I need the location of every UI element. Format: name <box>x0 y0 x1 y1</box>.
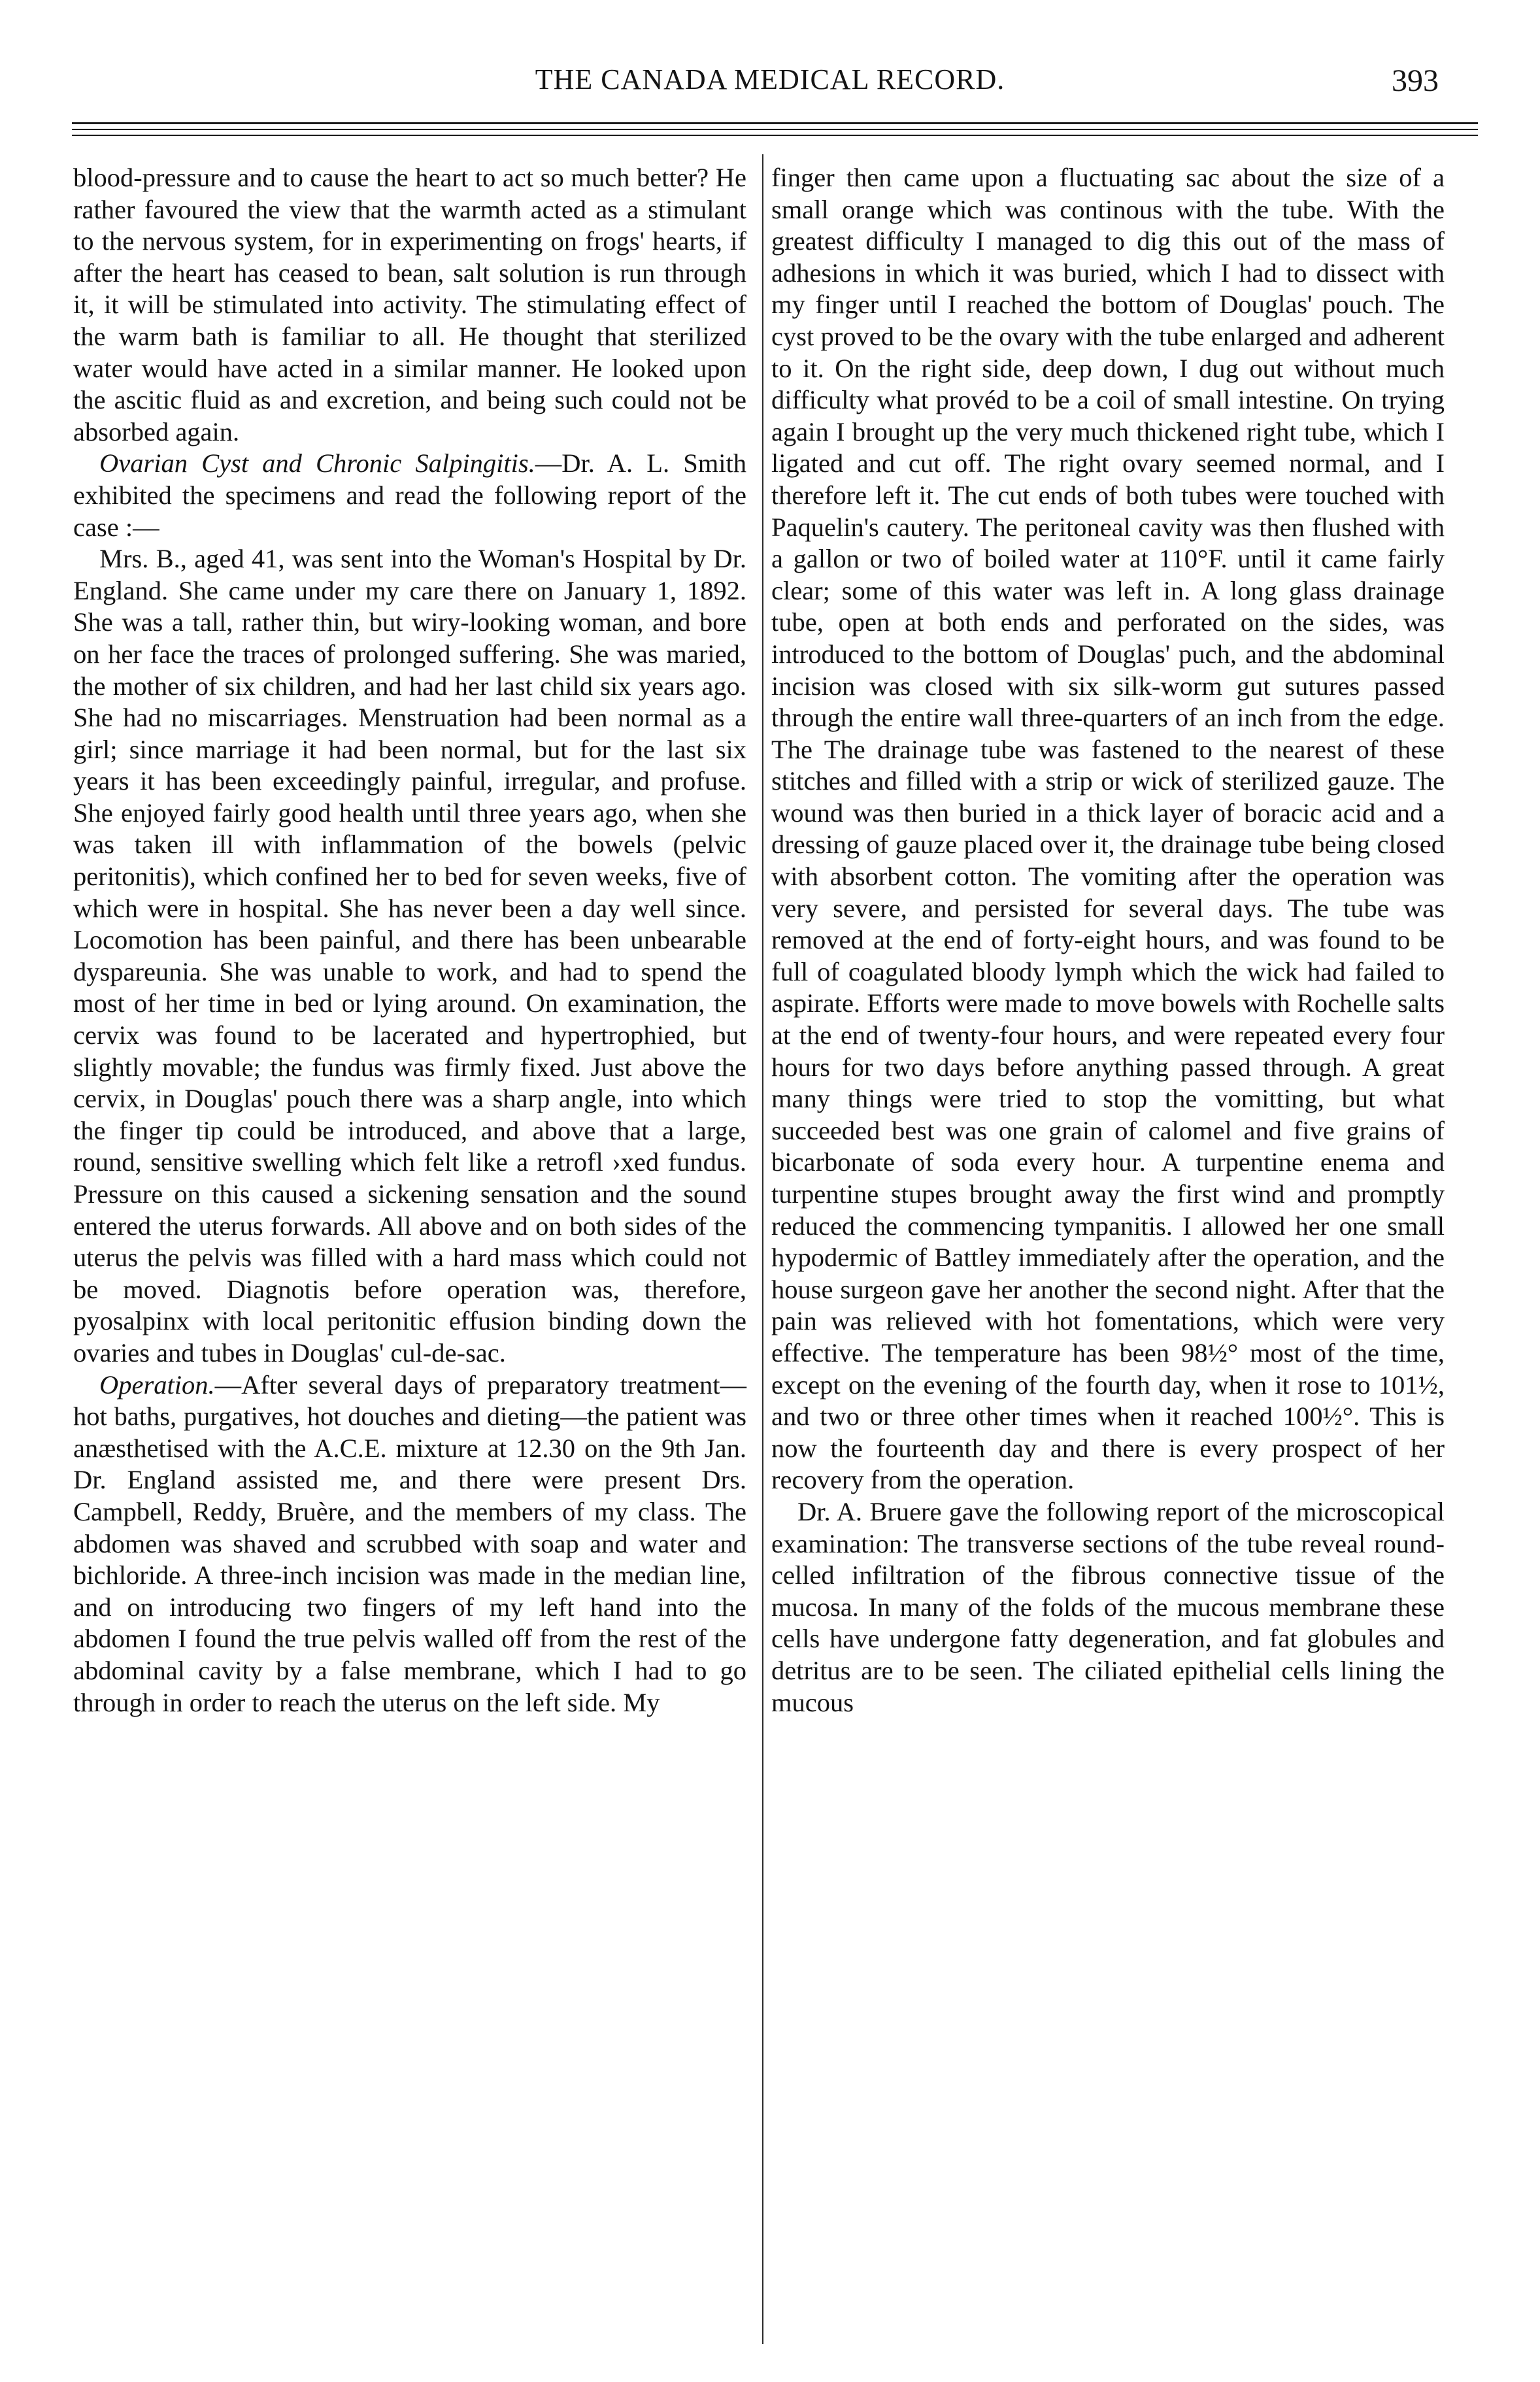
left-column <box>73 162 746 1719</box>
left-paragraph-1: blood-pressure and to cause the heart to act so much better? He rather favoured the view that the warmth acted as a stimulant to the nervous system, for in experimenting on frogs' hearts, if after the heart has ceased to bean, salt solution is run through it, it will be stimulated into activity. The stimulating effect of the warm bath is familiar to all. He thought that sterilized water would have acted in a similar manner. He looked upon the ascitic fluid as and excretion, and being such could not be absorbed again. <box>73 163 746 446</box>
section-heading-operation: Operation. <box>99 1369 215 1400</box>
left-paragraph-case-report: Mrs. B., aged 41, was sent into the Woman's Hospital by Dr. England. She came under my care there on January 1, 1892. She was a tall, rather thin, but wiry-looking woman, and bore on her face the traces of prolonged suffering. She was maried, the mother of six children, and had her last child six years ago. She had no miscarriages. Menstruation had been normal as a girl; since marriage it had been normal, but for the last six years it has been exceedingly painful, irregular, and profuse. She enjoyed fairly good health until three years ago, when she was taken ill with inflammation of the bowels (pelvic peritonitis), which confined her to bed for seven weeks, five of which were in hospital. She has never been a day well since. Locomotion has been painful, and there has been unbearable dyspareunia. She was unable to work, and had to spend the most of her time in bed or lying around. On examination, the cervix was found to be lacerated and hypertrophied, but slightly movable; the fundus was firmly fixed. Just above the cervix, in Douglas' pouch there was a sharp angle, into which the finger tip could be introduced, and above that a large, round, sensitive swelling which felt like a retrofl ›xed fundus. Pressure on this caused a sickening sensation and the sound entered the uterus forwards. All above and on both sides of the uterus the pelvis was filled with a hard mass which could not be moved. Diagnotis before operation was, therefore, pyosalpinx with local peritonitic effusion binding down the ovaries and tubes in Douglas' cul-de-sac. <box>73 544 746 1367</box>
right-paragraph-1: finger then came upon a fluctuating sac about the size of a small orange which was continous with the tube. With the greatest difficulty I managed to dig this out of the mass of adhesions in which it was buried, which I had to dissect with my finger until I reached the bottom of Douglas' pouch. The cyst proved to be the ovary with the tube enlarged and adherent to it. On the right side, deep down, I dug out without much difficulty what provéd to be a coil of small intestine. On trying again I brought up the very much thickened right tube, which I ligated and cut off. The right ovary seemed normal, and I therefore left it. The cut ends of both tubes were touched with Paquelin's cautery. The peritoneal cavity was then flushed with a gallon or two of boiled water at 110°F. until it came fairly clear; some of this water was left in. A long glass drainage tube, open at both ends and perforated on the sides, was introduced to the bottom of Douglas' puch, and the abdominal incision was closed with six silk-worm gut sutures passed through the entire wall three-quarters of an inch from the edge. The The drainage tube was fastened to the nearest of these stitches and filled with a strip or wick of sterilized gauze. The wound was then buried in a thick layer of boracic acid and a dressing of gauze placed over it, the drainage tube being closed with absorbent cotton. The vomiting after the operation was very severe, and persisted for several days. The tube was removed at the end of forty-eight hours, and was found to be full of coagulated bloody lymph which the wick had failed to aspirate. Efforts were made to move bowels with Rochelle salts at the end of twenty-four hours, and were repeated every four hours for two days before anything passed through. A great many things were tried to stop the vomitting, but what succeeded best was one grain of calomel and five grains of bicarbonate of soda every hour. A turpentine enema and turpentine stupes brought away the first wind and promptly reduced the commencing tympanitis. I allowed her one small hypodermic of Battley immediately after the operation, and the house surgeon gave her another the second night. After that the pain was relieved with hot fomentations, which were very effective. The temperature has been 98½° most of the time, except on the evening of the fourth day, when it rose to 101½, and two or three other times when it reached 100½°. This is now the fourteenth day and there is every prospect of her recovery from the operation. <box>771 163 1445 1495</box>
header-rule-double <box>72 129 1478 130</box>
right-column <box>771 162 1445 1719</box>
header-rule-triple <box>72 135 1478 136</box>
section-heading-ovarian-cyst: Ovarian Cyst and Chronic Salpingitis. <box>99 448 535 478</box>
right-paragraph-microscopy: Dr. A. Bruere gave the following report of the microscopical examination: The transverse sections of the tube reveal round-celled infiltration of the fibrous connective tissue of the mucosa. In many of the folds of the mucous membrane these cells have undergone fatty degeneration, and fat globules and detritus are to be seen. The ciliated epithelial cells lining the mucous <box>771 1496 1445 1717</box>
left-paragraph-ovarian-cyst <box>73 448 746 543</box>
header-rule <box>72 122 1478 124</box>
page-header <box>39 63 1501 109</box>
left-paragraph-4-text: —After several days of preparatory treatment—hot baths, purgatives, hot douches and dieting—the patient was anæsthetised with the A.C.E. mixture at 12.30 on the 9th Jan. Dr. England assisted me, and there were present Drs. Campbell, Reddy, Bruère, and the members of my class. The abdomen was shaved and scrubbed with soap and water and bichloride. A three-inch incision was made in the median line, and on introducing two fingers of my left hand into the abdomen I found the true pelvis walled off from the rest of the abdominal cavity by a false membrane, which I had to go through in order to reach the uterus on the left side. My <box>73 1369 746 1717</box>
page-number: 393 <box>1392 63 1439 98</box>
running-title: THE CANADA MEDICAL RECORD. <box>535 63 1005 95</box>
left-paragraph-operation <box>73 1369 746 1719</box>
column-divider <box>762 154 763 2344</box>
left-paragraph-2-text: —Dr. A. L. Smith exhibited the specimens and read the following report of the case :— <box>73 448 746 542</box>
